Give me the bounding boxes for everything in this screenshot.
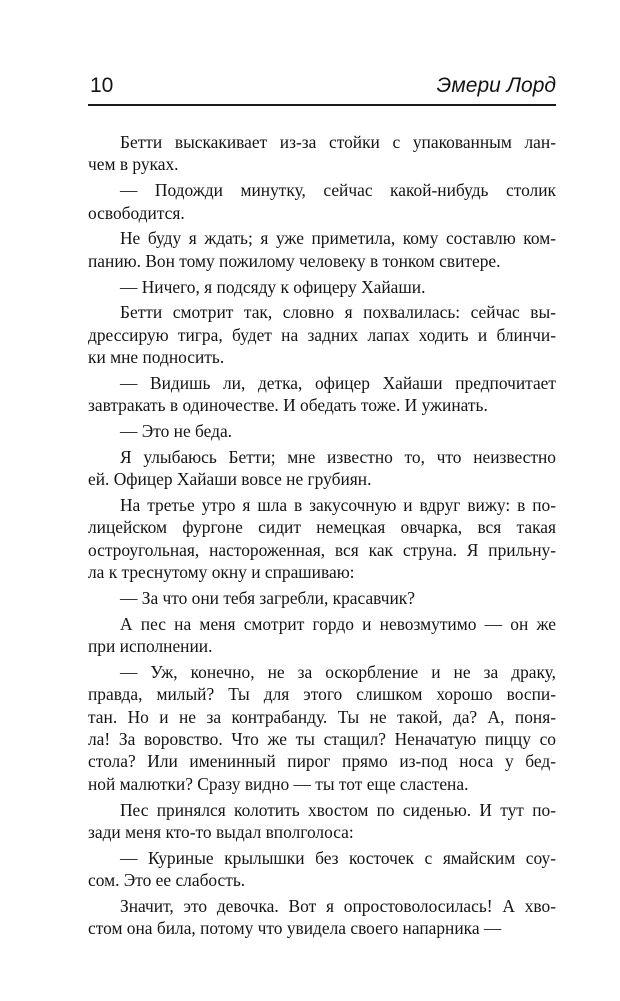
text-line: На третье утро я шла в закусочную и вдруг вижу: в по- <box>120 494 556 515</box>
paragraph <box>88 131 556 176</box>
text-line: ной малютки? Сразу видно — ты тот еще сластена. <box>88 773 469 794</box>
text-line: тан. Но и не за контрабанду. Ты не такой, да? А, поня- <box>88 706 556 727</box>
text-line: завтракать в одиночестве. И обедать тоже. И ужинать. <box>88 395 488 416</box>
paragraph <box>88 895 556 940</box>
paragraph <box>88 494 556 584</box>
text-line: ла к треснутому окну и спрашиваю: <box>88 562 355 583</box>
text-line: остроугольная, настороженная, вся как струна. Я прильну- <box>88 539 556 560</box>
text-line: Бетти смотрит так, словно я похвалилась: сейчас вы- <box>120 302 556 323</box>
text-line: — Куриные крылышки без косточек с ямайским соу- <box>120 847 556 868</box>
paragraph <box>88 420 556 442</box>
text-line: стола? Или именинный пирог прямо из-под носа у бед- <box>88 751 556 772</box>
page-number: 10 <box>90 74 114 97</box>
text-line: зади меня кто-то выдал вполголоса: <box>88 822 354 843</box>
text-line: — Подожди минутку, сейчас какой-нибудь столик <box>120 180 556 201</box>
text-line: ла! За воровство. Что же ты стащил? Неначатую пиццу со <box>88 729 556 750</box>
text-line: чем в руках. <box>88 154 179 175</box>
text-line: Не буду я ждать; я уже приметила, кому составлю ком- <box>120 228 556 249</box>
paragraph <box>88 799 556 844</box>
paragraph <box>88 613 556 658</box>
text-line: стом она била, потому что увидела своего напарника — <box>88 918 502 939</box>
text-line: Я улыбаюсь Бетти; мне известно то, что неизвестно <box>120 446 556 467</box>
text-line: — Это не беда. <box>120 421 233 442</box>
text-line: ей. Офицер Хайаши вовсе не грубиян. <box>88 469 372 490</box>
paragraph <box>88 179 556 224</box>
text-line: — Уж, конечно, не за оскорбление и не за драку, <box>120 661 556 682</box>
paragraph <box>88 587 556 609</box>
text-line: Пес принялся колотить хвостом по сиденью. И тут по- <box>120 799 556 820</box>
text-line: ки мне подносить. <box>88 347 225 368</box>
text-line: дрессирую тигра, будет на задних лапах ходить и блинчи- <box>88 324 556 345</box>
paragraph <box>88 227 556 272</box>
text-line: Значит, это девочка. Вот я опростоволосилась! А хво- <box>120 895 556 916</box>
paragraph <box>88 301 556 368</box>
text-line: панию. Вон тому пожилому человеку в тонком свитере. <box>88 250 501 271</box>
text-line: — За что они тебя загребли, красавчик? <box>120 587 415 608</box>
text-line: А пес на меня смотрит гордо и невозмутимо — он же <box>120 613 556 634</box>
text-line: лицейском фургоне сидит немецкая овчарка, вся такая <box>88 517 556 538</box>
running-head-author: Эмери Лорд <box>436 74 556 97</box>
text-line: Бетти выскакивает из-за стойки с упакованным лан- <box>120 132 556 152</box>
paragraph <box>88 372 556 417</box>
paragraph <box>88 446 556 491</box>
paragraph <box>88 276 556 298</box>
text-line: правда, милый? Ты для этого слишком хорошо воспи- <box>88 684 556 705</box>
paragraph <box>88 661 556 795</box>
paragraph <box>88 847 556 892</box>
text-line: освободится. <box>88 202 185 223</box>
text-line: сом. Это ее слабость. <box>88 870 246 891</box>
body-text <box>88 131 556 943</box>
text-line: — Ничего, я подсяду к офицеру Хайаши. <box>120 276 426 297</box>
text-line: — Видишь ли, детка, офицер Хайаши предпочитает <box>120 372 556 393</box>
page-header <box>88 72 556 106</box>
text-line: при исполнении. <box>88 636 213 657</box>
